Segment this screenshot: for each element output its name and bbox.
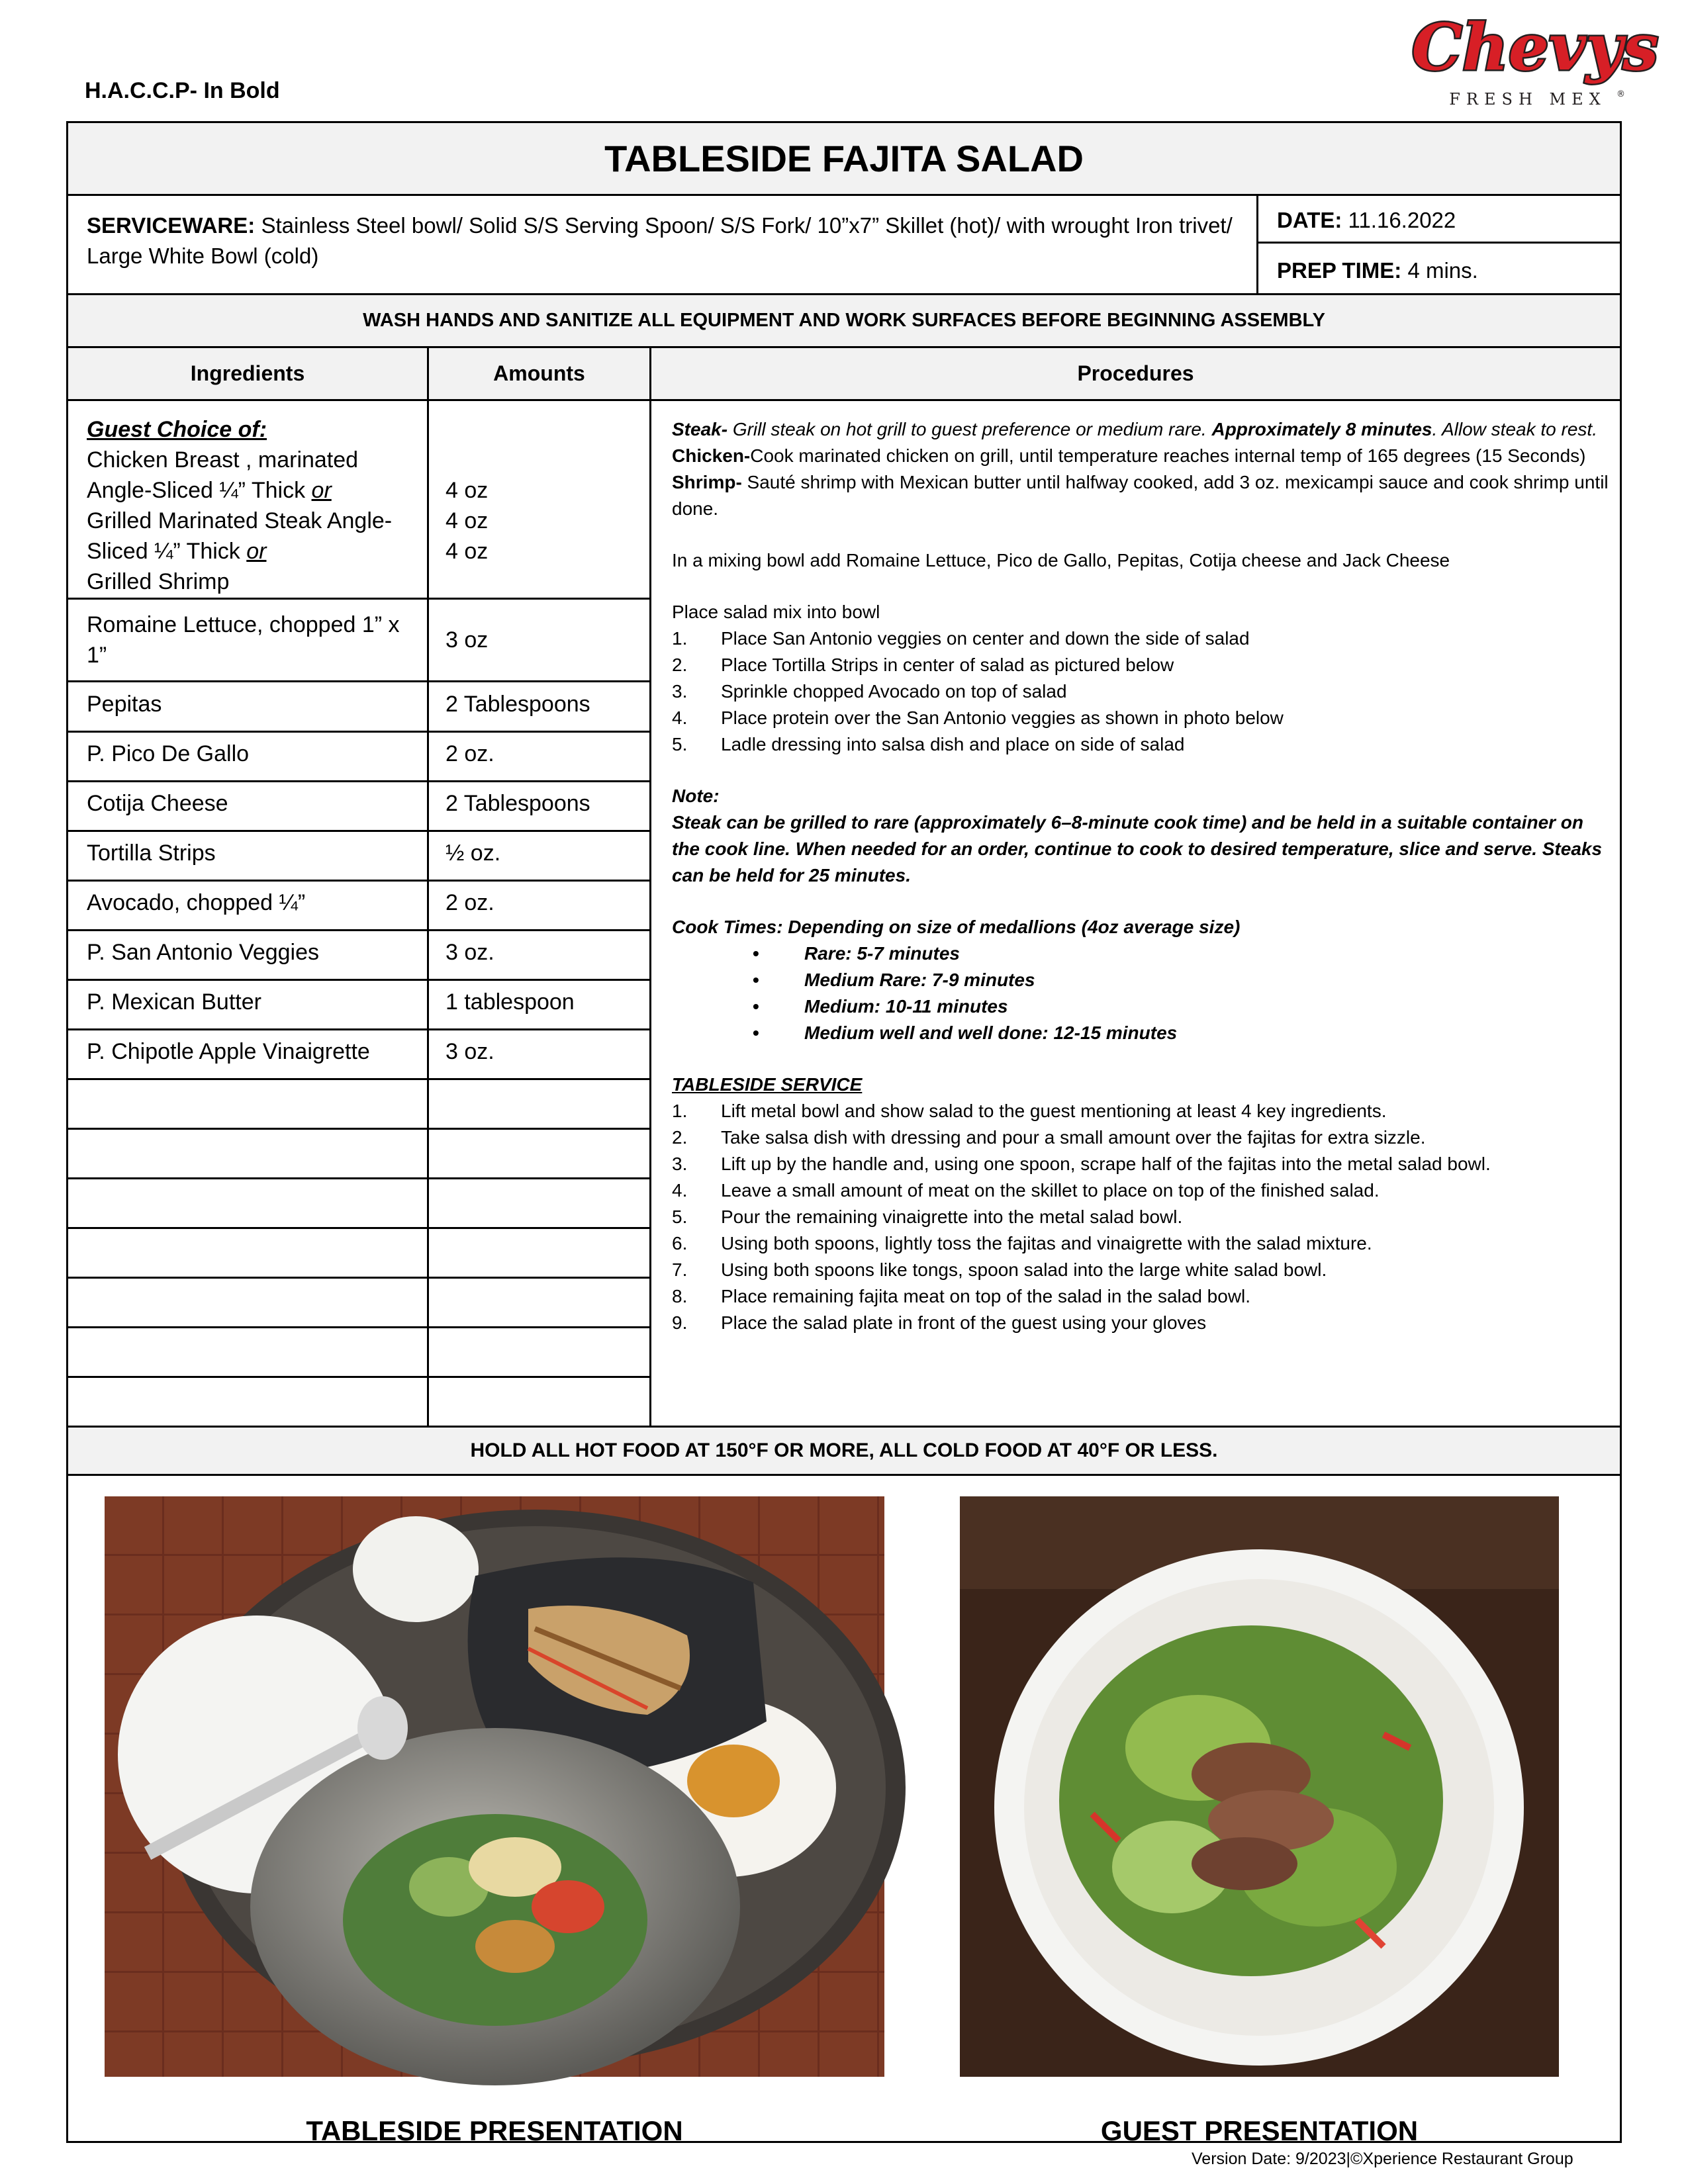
grid-line — [68, 731, 651, 733]
chevys-logo — [1411, 7, 1659, 113]
amounts-header: Amounts — [493, 361, 585, 385]
assembly-step: 2. Place Tortilla Strips in center of salad as pictured below — [672, 655, 1174, 675]
note-text: Steak can be grilled to rare (approximately 6–8-minute cook time) and be held in a suitable container on the cook line. When needed for an order, continue to cook to desired temperature, slice and serve. Steaks can be held for 25 minutes. — [672, 812, 1603, 886]
ingredient-name: P. Mexican Butter — [87, 989, 261, 1015]
title-row — [68, 123, 1620, 196]
grid-line — [68, 1128, 651, 1130]
cook-time: • Rare: 5-7 minutes — [753, 943, 960, 964]
tableside-presentation-caption: TABLESIDE PRESENTATION — [306, 2115, 683, 2146]
assembly-step: 4. Place protein over the San Antonio veggies as shown in photo below — [672, 707, 1284, 728]
cook-time: • Medium Rare: 7-9 minutes — [753, 970, 1035, 990]
grid-line — [68, 929, 651, 931]
amount: 4 oz — [445, 478, 489, 503]
place-mix-instruction: Place salad mix into bowl — [672, 602, 880, 622]
grid-line — [68, 979, 651, 981]
cook-time: • Medium well and well done: 12-15 minutes — [753, 1023, 1178, 1043]
ingredient-line: Sliced ¼” Thick or — [87, 539, 267, 564]
assembly-step: 3. Sprinkle chopped Avocado on top of salad — [672, 681, 1067, 702]
guest-choice-amounts — [445, 475, 488, 567]
guest-presentation-photo — [960, 1496, 1559, 2077]
tableside-step: 6. Using both spoons, lightly toss the fajitas and vinaigrette with the salad mixture. — [672, 1233, 1372, 1253]
wash-banner: WASH HANDS AND SANITIZE ALL EQUIPMENT AND WORK SURFACES BEFORE BEGINNING ASSEMBLY — [68, 295, 1620, 348]
prep-time — [1258, 244, 1622, 293]
recipe-title: TABLESIDE FAJITA SALAD — [604, 138, 1084, 179]
tableside-step: 2. Take salsa dish with dressing and pour a small amount over the fajitas for extra sizzle. — [672, 1127, 1426, 1148]
procedures-header: Procedures — [1077, 361, 1194, 385]
ingredients-header: Ingredients — [190, 361, 305, 385]
registered-mark: ® — [1617, 89, 1625, 99]
shrimp-procedure: Shrimp- Sauté shrimp with Mexican butter until halfway cooked, add 3 oz. mexicampi sauce and cook shrimp until done. — [672, 472, 1609, 519]
ingredient-name: Cotija Cheese — [87, 791, 228, 816]
prep-time-value: 4 mins. — [1407, 258, 1478, 283]
tableside-step: 3. Lift up by the handle and, using one spoon, scrape half of the fajitas into the metal salad bowl. — [672, 1154, 1491, 1174]
ingredient-name: Avocado, chopped ¼” — [87, 890, 306, 915]
tableside-step: 1. Lift metal bowl and show salad to the guest mentioning at least 4 key ingredients. — [672, 1101, 1387, 1121]
ingredient-line: Grilled Shrimp — [87, 569, 230, 594]
ingredient-name: P. Chipotle Apple Vinaigrette — [87, 1039, 370, 1064]
date-prep-cell — [1256, 196, 1622, 293]
or-text: or — [311, 478, 332, 503]
grid-line — [68, 780, 651, 782]
or-text: or — [246, 539, 267, 564]
tableside-step: 7. Using both spoons like tongs, spoon salad into the large white salad bowl. — [672, 1259, 1327, 1280]
ingredient-amount: ½ oz. — [445, 841, 501, 866]
grid-line — [68, 1227, 651, 1229]
recipe-card — [66, 121, 1622, 2146]
assembly-step: 5. Ladle dressing into salsa dish and place on side of salad — [672, 734, 1185, 754]
ingredient-romaine: Romaine Lettuce, chopped 1” x 1” — [87, 612, 400, 668]
version-footer: Version Date: 9/2023|©Xperience Restaurant Group — [1192, 2150, 1573, 2168]
ingredient-name: P. San Antonio Veggies — [87, 940, 320, 965]
tableside-step: 8. Place remaining fajita meat on top of the salad in the salad bowl. — [672, 1286, 1251, 1306]
tableside-step: 4. Leave a small amount of meat on the skillet to place on top of the finished salad. — [672, 1180, 1380, 1201]
guest-choice-heading: Guest Choice of: — [87, 417, 267, 442]
amount: 4 oz — [445, 508, 489, 533]
tableside-steps — [672, 1098, 1612, 1336]
tableside-step: 5. Pour the remaining vinaigrette into the metal salad bowl. — [672, 1206, 1183, 1227]
ingredient-amount: 2 Tablespoons — [445, 692, 590, 717]
amount: 4 oz — [445, 539, 489, 564]
grid-line — [68, 1277, 651, 1279]
guest-choice-ingredients — [87, 414, 392, 597]
grid-line — [68, 880, 651, 882]
date-label: DATE: — [1277, 208, 1342, 232]
grid-line — [68, 1376, 651, 1378]
assembly-steps — [672, 625, 1612, 758]
tableside-presentation-photo — [105, 1496, 884, 2077]
date — [1258, 196, 1622, 244]
note-label: Note: — [672, 786, 720, 806]
haccp-note: H.A.C.C.P- In Bold — [85, 78, 280, 103]
chevys-logo-wordmark: Chevys — [1411, 10, 1659, 85]
ingredient-line: Grilled Marinated Steak Angle- — [87, 508, 393, 533]
mixing-instruction: In a mixing bowl add Romaine Lettuce, Pico de Gallo, Pepitas, Cotija cheese and Jack Cheese — [672, 550, 1450, 570]
grid-line — [68, 598, 651, 600]
tableside-step: 9. Place the salad plate in front of the guest using your gloves — [672, 1312, 1207, 1333]
ingredient-amount: 1 tablespoon — [445, 989, 575, 1015]
ingredient-name: Tortilla Strips — [87, 841, 216, 866]
ingredient-amount: 2 oz. — [445, 741, 494, 766]
serviceware-label: SERVICEWARE: — [87, 213, 256, 238]
ingredient-line: Angle-Sliced ¼” Thick or — [87, 478, 332, 503]
grid-line — [68, 1326, 651, 1328]
serviceware — [87, 210, 1265, 271]
procedures — [672, 416, 1612, 1336]
guest-presentation-caption: GUEST PRESENTATION — [1100, 2115, 1419, 2146]
prep-time-label: PREP TIME: — [1277, 258, 1402, 283]
ingredient-amount: 3 oz. — [445, 1039, 494, 1064]
chicken-procedure: Chicken-Cook marinated chicken on grill, until temperature reaches internal temp of 165 degrees (15 Seconds) — [672, 445, 1586, 466]
chevys-logo-tagline: FRESH MEX — [1449, 90, 1607, 109]
tableside-service-label: TABLESIDE SERVICE — [672, 1074, 863, 1095]
grid-line — [68, 830, 651, 832]
grid-divider — [649, 348, 651, 1426]
hold-banner: HOLD ALL HOT FOOD AT 150°F OR MORE, ALL COLD FOOD AT 40°F OR LESS. — [68, 1426, 1620, 1476]
ingredient-name: P. Pico De Gallo — [87, 741, 250, 766]
steak-procedure: Steak- Grill steak on hot grill to guest preference or medium rare. Approximately 8 minutes. Allow steak to rest. — [672, 419, 1597, 439]
assembly-step: 1. Place San Antonio veggies on center and down the side of salad — [672, 628, 1250, 649]
grid-divider — [427, 348, 429, 1426]
ingredient-line: Chicken Breast , marinated — [87, 447, 359, 473]
ingredient-amount: 2 Tablespoons — [445, 791, 590, 816]
grid-line — [68, 1078, 651, 1080]
cook-times-label: Cook Times: Depending on size of medallions (4oz average size) — [672, 917, 1241, 937]
cook-times-list — [672, 940, 1612, 1046]
serviceware-value: Stainless Steel bowl/ Solid S/S Serving Spoon/ S/S Fork/ 10”x7” Skillet (hot)/ with wrought Iron trivet/ Large White Bowl (cold) — [87, 213, 1233, 268]
date-value: 11.16.2022 — [1348, 208, 1456, 232]
serviceware-row — [68, 196, 1620, 295]
amount-romaine: 3 oz — [445, 627, 489, 653]
cook-time: • Medium: 10-11 minutes — [753, 996, 1008, 1017]
grid-line — [68, 1028, 651, 1030]
table-header-row — [68, 348, 1620, 401]
grid-line — [68, 1177, 651, 1179]
ingredient-amount: 3 oz. — [445, 940, 494, 965]
ingredient-amount: 2 oz. — [445, 890, 494, 915]
grid-line — [68, 680, 651, 682]
ingredient-name: Pepitas — [87, 692, 162, 717]
